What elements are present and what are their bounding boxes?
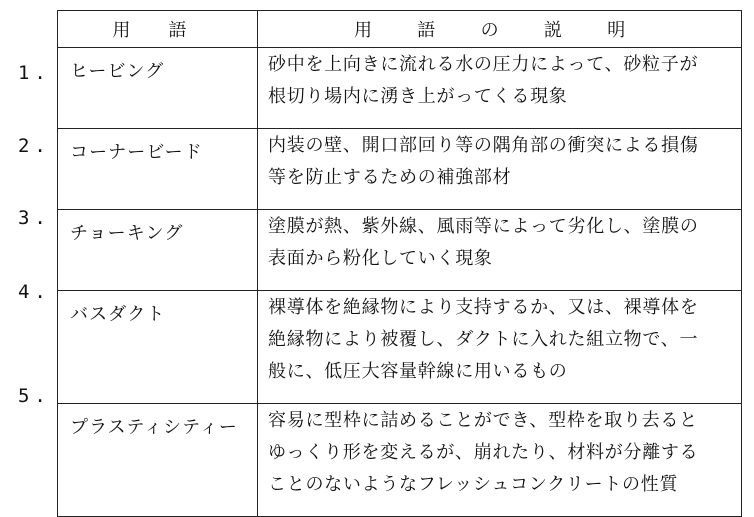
header-description: 用 語 の 説 明 (258, 11, 742, 48)
option-number-value: 5 (18, 385, 31, 407)
term-cell: プラスティシティー (58, 404, 258, 517)
terms-table (57, 10, 742, 517)
option-number-value: 1 (18, 62, 31, 84)
option-number-value: 2 (18, 135, 31, 157)
option-number-3 (18, 207, 47, 229)
description-line: 表面から粉化していく現象 (268, 248, 493, 269)
description-cell (258, 210, 742, 291)
option-number-dot: . (34, 385, 47, 407)
description-line: 絶縁物により被覆し、ダクトに入れた組立物で、一 (268, 329, 699, 350)
table-header-row (58, 11, 742, 48)
description-line: ことのないようなフレッシュコンクリートの性質 (268, 474, 679, 495)
description-line: 内装の壁、開口部回り等の隅角部の衝突による損傷 (268, 135, 699, 156)
option-number-dot: . (34, 281, 47, 303)
option-number-1 (18, 62, 47, 84)
description-cell (258, 129, 742, 210)
option-number-2 (18, 135, 47, 157)
table-row (58, 291, 742, 404)
option-number-dot: . (34, 135, 47, 157)
table-row (58, 129, 742, 210)
table-row (58, 404, 742, 517)
option-number-dot: . (34, 62, 47, 84)
term-cell: バスダクト (58, 291, 258, 404)
option-number-value: 4 (18, 281, 31, 303)
description-line: 裸導体を絶縁物により支持するか、又は、裸導体を (268, 297, 699, 318)
option-number-dot: . (34, 207, 47, 229)
option-number-value: 3 (18, 207, 31, 229)
description-line: ゆっくり形を変えるが、崩れたり、材料が分離する (268, 442, 699, 463)
header-term: 用 語 (58, 11, 258, 48)
table-row (58, 48, 742, 129)
description-cell (258, 404, 742, 517)
description-line: 容易に型枠に詰めることができ、型枠を取り去ると (268, 410, 698, 431)
description-line: 等を防止するための補強部材 (268, 167, 512, 188)
description-cell (258, 48, 742, 129)
term-cell: ヒービング (58, 48, 258, 129)
description-line: 塗膜が熱、紫外線、風雨等によって劣化し、塗膜の (268, 216, 699, 237)
term-cell: チョーキング (58, 210, 258, 291)
description-line: 般に、低圧大容量幹線に用いるもの (268, 361, 568, 382)
table-row (58, 210, 742, 291)
description-line: 根切り場内に湧き上がってくる現象 (268, 86, 568, 107)
option-number-4 (18, 281, 47, 303)
description-cell (258, 291, 742, 404)
description-line: 砂中を上向きに流れる水の圧力によって、砂粒子が (268, 54, 699, 75)
term-cell: コーナービード (58, 129, 258, 210)
option-number-5 (18, 385, 47, 407)
